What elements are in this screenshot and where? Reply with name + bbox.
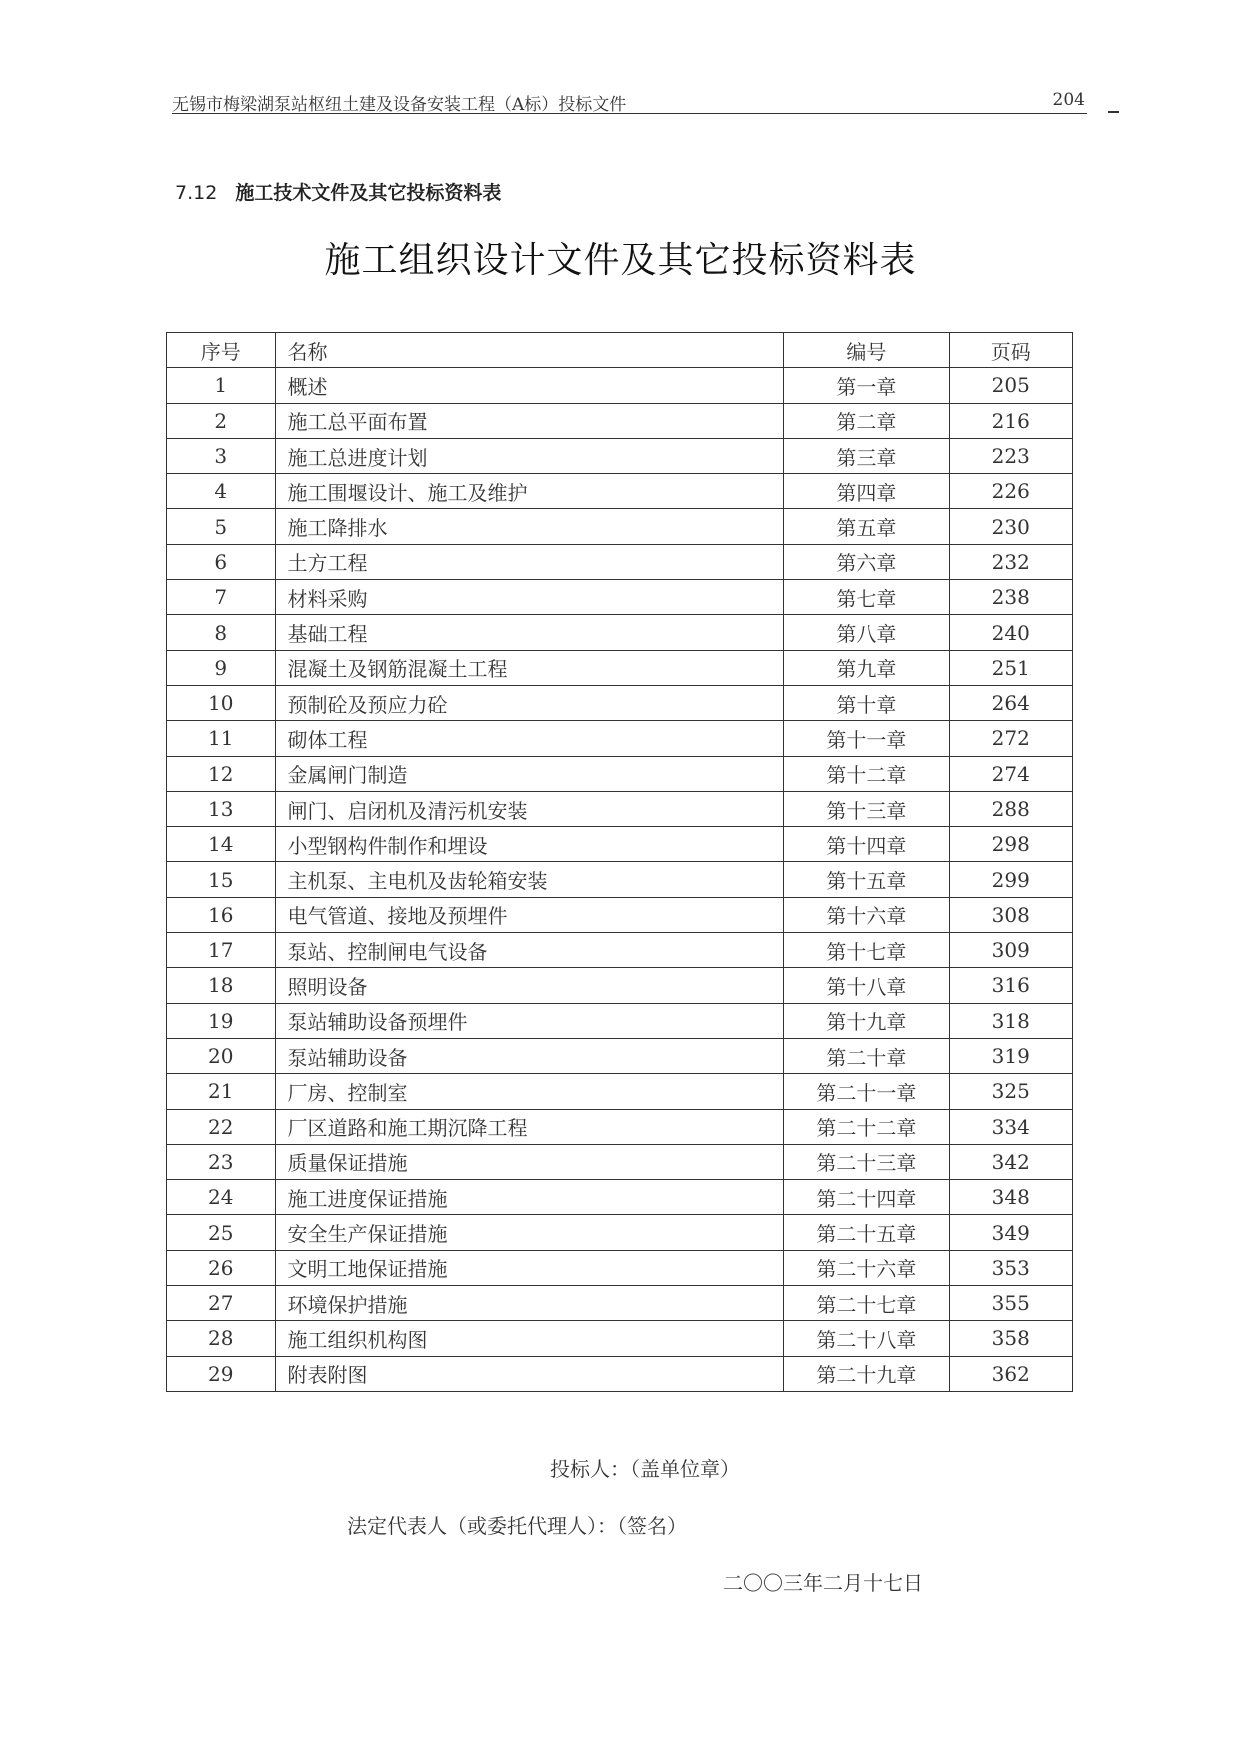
cell-code: 第二十八章 (784, 1321, 949, 1356)
table-row (167, 1144, 1073, 1179)
cell-code: 第二十四章 (784, 1180, 949, 1215)
table-row (167, 862, 1073, 897)
section-heading (175, 178, 501, 205)
cell-name: 施工降排水 (275, 509, 784, 544)
table-row (167, 1003, 1073, 1038)
cell-seq: 5 (167, 509, 276, 544)
table-row (167, 1109, 1073, 1144)
cell-name: 小型钢构件制作和埋设 (275, 827, 784, 862)
cell-page: 353 (949, 1250, 1072, 1285)
table-row (167, 403, 1073, 438)
cell-name: 施工组织机构图 (275, 1321, 784, 1356)
document-date: 二〇〇三年二月十七日 (723, 1571, 923, 1595)
cell-page: 238 (949, 580, 1072, 615)
cell-page: 309 (949, 933, 1072, 968)
cell-code: 第十七章 (784, 933, 949, 968)
cell-page: 288 (949, 791, 1072, 826)
table-row (167, 685, 1073, 720)
table-row (167, 544, 1073, 579)
cell-name: 泵站辅助设备预埋件 (275, 1003, 784, 1038)
table-row (167, 1250, 1073, 1285)
cell-code: 第九章 (784, 650, 949, 685)
cell-seq: 4 (167, 474, 276, 509)
cell-code: 第十三章 (784, 791, 949, 826)
cell-name: 砌体工程 (275, 721, 784, 756)
table-header-row (167, 333, 1073, 368)
table-row (167, 1180, 1073, 1215)
cell-seq: 24 (167, 1180, 276, 1215)
cell-name: 环境保护措施 (275, 1286, 784, 1321)
cell-seq: 3 (167, 438, 276, 473)
cell-name: 金属闸门制造 (275, 756, 784, 791)
cell-seq: 13 (167, 791, 276, 826)
table-row (167, 721, 1073, 756)
cell-page: 362 (949, 1356, 1072, 1391)
cell-seq: 10 (167, 685, 276, 720)
cell-name: 主机泵、主电机及齿轮箱安装 (275, 862, 784, 897)
cell-name: 混凝土及钢筋混凝土工程 (275, 650, 784, 685)
cell-page: 223 (949, 438, 1072, 473)
cell-name: 基础工程 (275, 615, 784, 650)
cell-code: 第二十一章 (784, 1074, 949, 1109)
cell-page: 316 (949, 968, 1072, 1003)
cell-seq: 25 (167, 1215, 276, 1250)
cell-code: 第二十二章 (784, 1109, 949, 1144)
cell-code: 第二章 (784, 403, 949, 438)
cell-code: 第十九章 (784, 1003, 949, 1038)
cell-page: 334 (949, 1109, 1072, 1144)
cell-page: 274 (949, 756, 1072, 791)
cell-name: 厂区道路和施工期沉降工程 (275, 1109, 784, 1144)
cell-page: 349 (949, 1215, 1072, 1250)
cell-code: 第五章 (784, 509, 949, 544)
cell-code: 第十二章 (784, 756, 949, 791)
column-header-page: 页码 (949, 333, 1072, 368)
contents-table (166, 332, 1073, 1392)
header-rule (172, 113, 1087, 114)
cell-name: 照明设备 (275, 968, 784, 1003)
cell-page: 264 (949, 685, 1072, 720)
cell-name: 预制砼及预应力砼 (275, 685, 784, 720)
section-number: 7.12 (175, 182, 218, 204)
column-header-code: 编号 (784, 333, 949, 368)
cell-page: 358 (949, 1321, 1072, 1356)
table-row (167, 1038, 1073, 1073)
cell-seq: 11 (167, 721, 276, 756)
table-row (167, 1215, 1073, 1250)
cell-name: 泵站、控制闸电气设备 (275, 933, 784, 968)
table-row (167, 368, 1073, 403)
table-row (167, 1321, 1073, 1356)
cell-name: 泵站辅助设备 (275, 1038, 784, 1073)
cell-name: 电气管道、接地及预埋件 (275, 897, 784, 932)
cell-page: 230 (949, 509, 1072, 544)
cell-name: 土方工程 (275, 544, 784, 579)
table-row (167, 474, 1073, 509)
cell-code: 第二十三章 (784, 1144, 949, 1179)
cell-code: 第七章 (784, 580, 949, 615)
cell-name: 安全生产保证措施 (275, 1215, 784, 1250)
cell-name: 施工围堰设计、施工及维护 (275, 474, 784, 509)
cell-page: 325 (949, 1074, 1072, 1109)
cell-page: 272 (949, 721, 1072, 756)
cell-page: 348 (949, 1180, 1072, 1215)
cell-seq: 17 (167, 933, 276, 968)
table-row (167, 438, 1073, 473)
table-row (167, 1286, 1073, 1321)
cell-page: 308 (949, 897, 1072, 932)
cell-code: 第十六章 (784, 897, 949, 932)
cell-name: 闸门、启闭机及清污机安装 (275, 791, 784, 826)
representative-signature-line: 法定代表人（或委托代理人）：（签名） (347, 1514, 687, 1538)
cell-seq: 2 (167, 403, 276, 438)
cell-seq: 20 (167, 1038, 276, 1073)
table-row (167, 1074, 1073, 1109)
cell-page: 216 (949, 403, 1072, 438)
cell-seq: 19 (167, 1003, 276, 1038)
section-title: 施工技术文件及其它投标资料表 (235, 182, 502, 204)
cell-code: 第八章 (784, 615, 949, 650)
cell-seq: 14 (167, 827, 276, 862)
cell-seq: 15 (167, 862, 276, 897)
cell-code: 第四章 (784, 474, 949, 509)
cell-code: 第一章 (784, 368, 949, 403)
cell-page: 298 (949, 827, 1072, 862)
cell-seq: 26 (167, 1250, 276, 1285)
cell-name: 概述 (275, 368, 784, 403)
cell-name: 质量保证措施 (275, 1144, 784, 1179)
cell-page: 342 (949, 1144, 1072, 1179)
page-header (172, 84, 1097, 114)
cell-seq: 1 (167, 368, 276, 403)
cell-code: 第十章 (784, 685, 949, 720)
cell-code: 第六章 (784, 544, 949, 579)
cell-name: 施工进度保证措施 (275, 1180, 784, 1215)
cell-code: 第二十五章 (784, 1215, 949, 1250)
cell-page: 226 (949, 474, 1072, 509)
table-row (167, 827, 1073, 862)
cell-name: 厂房、控制室 (275, 1074, 784, 1109)
cell-seq: 7 (167, 580, 276, 615)
cell-seq: 12 (167, 756, 276, 791)
cell-code: 第二十章 (784, 1038, 949, 1073)
cell-seq: 21 (167, 1074, 276, 1109)
cell-seq: 8 (167, 615, 276, 650)
cell-seq: 16 (167, 897, 276, 932)
header-rule-tick (1108, 111, 1119, 113)
cell-name: 附表附图 (275, 1356, 784, 1391)
cell-seq: 28 (167, 1321, 276, 1356)
cell-code: 第二十九章 (784, 1356, 949, 1391)
table-body (167, 368, 1073, 1392)
cell-name: 材料采购 (275, 580, 784, 615)
cell-page: 318 (949, 1003, 1072, 1038)
cell-name: 施工总进度计划 (275, 438, 784, 473)
cell-code: 第二十七章 (784, 1286, 949, 1321)
table-row (167, 933, 1073, 968)
cell-code: 第十一章 (784, 721, 949, 756)
cell-code: 第三章 (784, 438, 949, 473)
table-row (167, 756, 1073, 791)
cell-page: 355 (949, 1286, 1072, 1321)
cell-page: 205 (949, 368, 1072, 403)
cell-seq: 27 (167, 1286, 276, 1321)
cell-page: 319 (949, 1038, 1072, 1073)
table-row (167, 897, 1073, 932)
cell-page: 232 (949, 544, 1072, 579)
table-row (167, 650, 1073, 685)
cell-code: 第十八章 (784, 968, 949, 1003)
table-row (167, 791, 1073, 826)
cell-seq: 22 (167, 1109, 276, 1144)
cell-seq: 9 (167, 650, 276, 685)
table-row (167, 1356, 1073, 1391)
table-row (167, 509, 1073, 544)
header-title: 无锡市梅梁湖泵站枢纽土建及设备安装工程（A标）投标文件 (172, 95, 627, 115)
cell-code: 第十五章 (784, 862, 949, 897)
table-row (167, 580, 1073, 615)
cell-code: 第十四章 (784, 827, 949, 862)
bidder-seal-line: 投标人：（盖单位章） (550, 1457, 740, 1481)
cell-code: 第二十六章 (784, 1250, 949, 1285)
cell-seq: 18 (167, 968, 276, 1003)
cell-name: 文明工地保证措施 (275, 1250, 784, 1285)
page-title: 施工组织设计文件及其它投标资料表 (324, 240, 917, 281)
column-header-name: 名称 (275, 333, 784, 368)
cell-seq: 6 (167, 544, 276, 579)
cell-seq: 23 (167, 1144, 276, 1179)
column-header-seq: 序号 (167, 333, 276, 368)
cell-page: 240 (949, 615, 1072, 650)
cell-page: 251 (949, 650, 1072, 685)
table-row (167, 615, 1073, 650)
cell-name: 施工总平面布置 (275, 403, 784, 438)
cell-page: 299 (949, 862, 1072, 897)
header-page-number: 204 (1052, 90, 1085, 110)
table-row (167, 968, 1073, 1003)
cell-seq: 29 (167, 1356, 276, 1391)
